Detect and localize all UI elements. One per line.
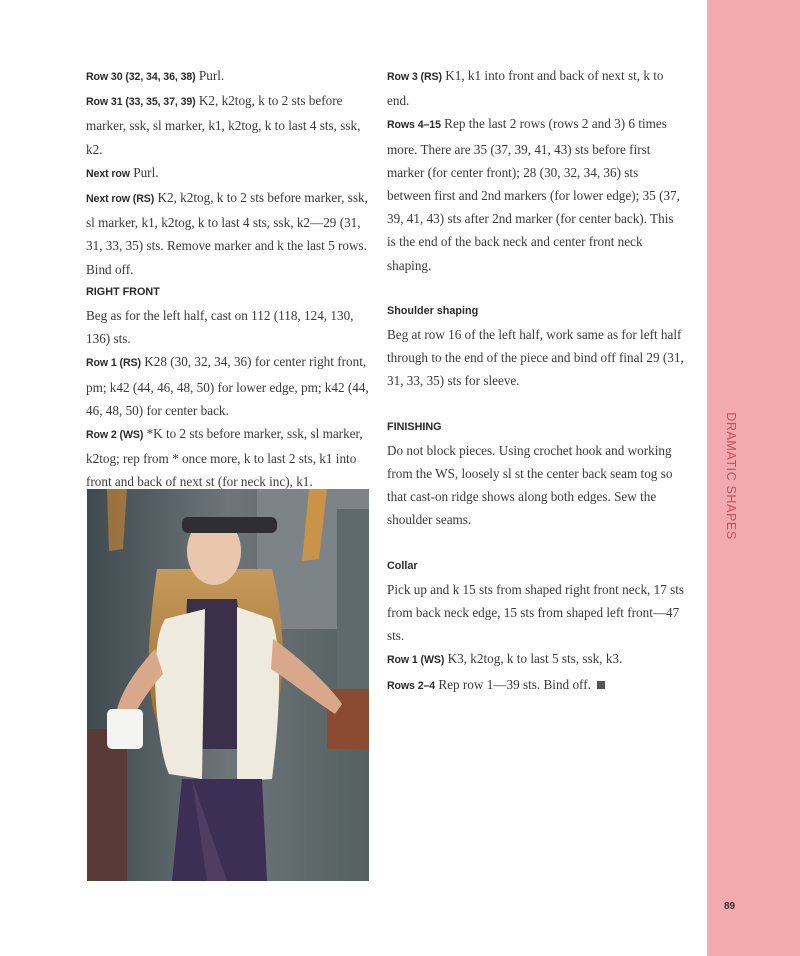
page-number: 89 [724,901,736,912]
row-label: Next row [86,167,130,180]
row-1-paragraph [86,350,376,422]
row-text: Purl. [129,164,159,180]
row-label: Row 30 (32, 34, 36, 38) [86,71,196,83]
row-label: Rows 2–4 [387,679,436,692]
row-text: Rep row 1—39 sts. Bind off. [435,676,595,692]
left-text-column [86,64,376,494]
shoulder-shaping-heading: Shoulder shaping [387,304,479,317]
finishing-text: Do not block pieces. Using crochet hook and working from the WS, loosely sl st the center back seam tog so that cast-on ridge shows along both edges. Sew the shoulder seams. [387,442,673,528]
next-row-paragraph [86,161,376,186]
collar-text: Pick up and k 15 sts from shaped right front neck, 17 sts from back neck edge, 15 sts from shaped left front—47 sts. [387,581,685,644]
collar-rows-2-4-paragraph [387,673,685,698]
row-label: Row 2 (WS) [86,429,144,442]
finishing-heading: FINISHING [387,420,442,433]
right-text-column [387,64,685,698]
shoulder-shaping-text: Beg at row 16 of the left half, work same as for left half through to the end of the piece and bind off final 29 (31, 31, 33, 35) sts for sleeve. [387,327,684,389]
row-31-paragraph [86,89,376,161]
model-photo-illustration [87,489,369,881]
row-30-paragraph [86,64,376,89]
right-front-intro: Beg as for the left half, cast on 112 (118, 124, 130, 136) sts. [86,308,354,347]
row-text: K3, k2tog, k to last 5 sts, ssk, k3. [444,651,623,667]
row-text: *K to 2 sts before marker, ssk, sl marker, k2tog; rep from * once more, k to last 2 sts, k1 into front and back of next st (for neck inc), k1. [86,426,363,490]
row-2-paragraph [86,422,376,494]
row-label: Rows 4–15 [387,119,441,132]
row-text: Rep the last 2 rows (rows 2 and 3) 6 times more. There are 35 (37, 39, 41, 43) sts before first marker (for center front); 28 (30, 32, 34, 36) sts between first and 2nd markers (for lower edge); 35 (37, 39, 41, 43) sts after 2nd marker (for center back). This is the end of the back neck and center front neck shaping. [387,116,680,273]
row-text: K2, k2tog, k to 2 sts before marker, ssk, sl marker, k1, k2tog, k to last 4 sts, ssk, k2. [86,93,361,157]
row-text: Purl. [195,68,225,83]
collar-heading: Collar [387,559,418,572]
end-square-icon [597,681,605,689]
section-label-text: DRAMATIC SHAPES [724,412,738,540]
right-front-heading: RIGHT FRONT [86,285,160,298]
model-photo [87,489,369,881]
row-label: Row 3 (RS) [387,71,442,83]
section-label [717,412,745,540]
row-text: K1, k1 into front and back of next st, k to end. [387,68,664,109]
row-text: K28 (30, 32, 34, 36) for center right front, pm; k42 (44, 46, 48, 50) for lower edge, pm; k42 (44, 46, 48, 50) for center back. [86,354,369,418]
row-label: Row 1 (RS) [86,357,141,370]
row-3-paragraph [387,64,685,112]
collar-row-1-paragraph [387,647,685,672]
row-label: Next row (RS) [86,193,155,206]
row-label: Row 31 (33, 35, 37, 39) [86,96,196,109]
row-label: Row 1 (WS) [387,654,445,667]
row-text: K2, k2tog, k to 2 sts before marker, ssk, sl marker, k1, k2tog, k to last 4 sts, ssk, k2—29 (31, 31, 33, 35) sts. Remove marker and k the last 5 rows. Bind off. [86,190,368,277]
next-row-rs-paragraph [86,186,376,281]
rows-4-15-paragraph [387,112,685,276]
